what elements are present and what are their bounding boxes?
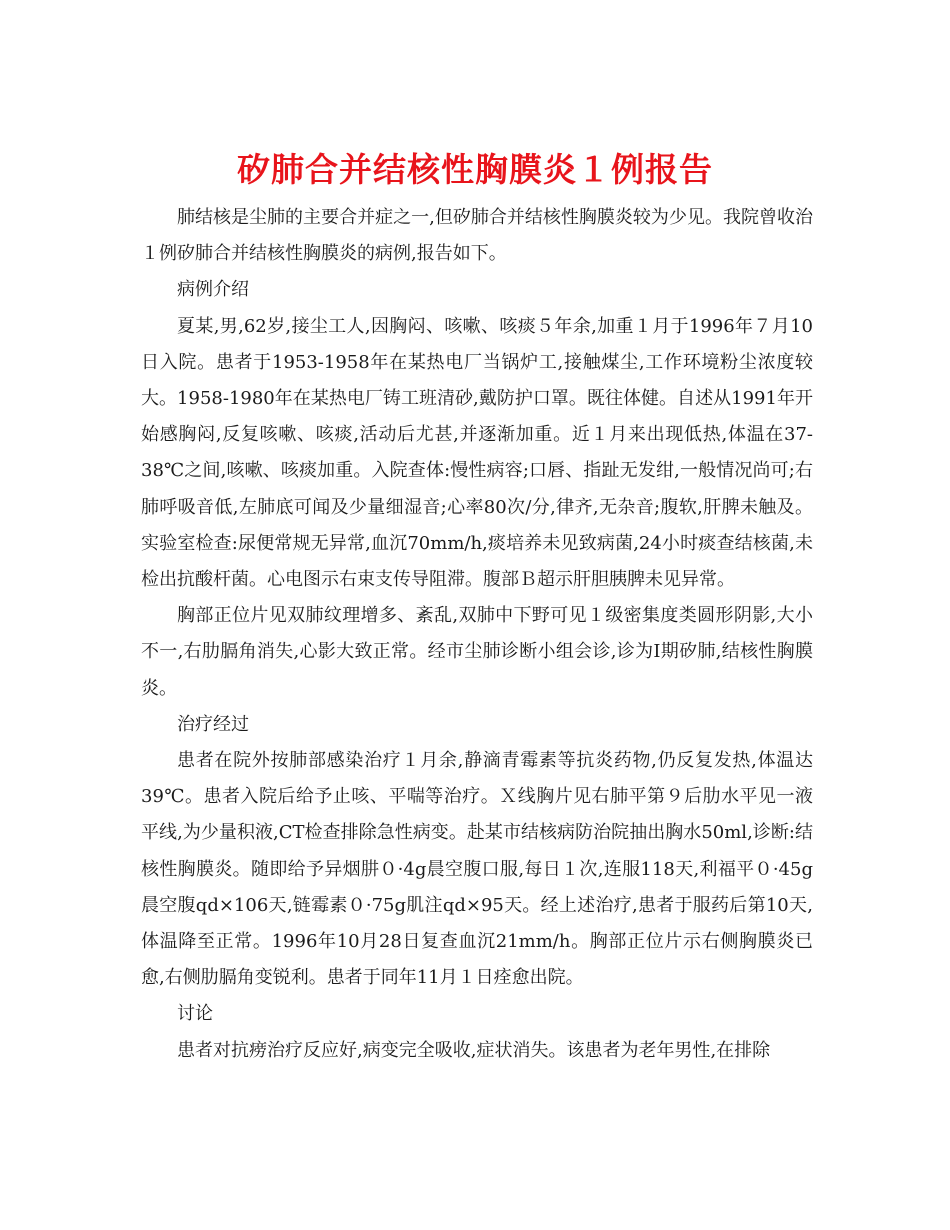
section-heading-treatment: 治疗经过 — [177, 713, 249, 735]
paragraph-discussion: 患者对抗痨治疗反应好,病变完全吸收,症状消失。该患者为老年男性,在排除 — [177, 1039, 771, 1061]
paragraph-treatment: 患者在院外按肺部感染治疗１月余,静滴青霉素等抗炎药物,仍反复发热,体温达39℃。患者入院后给予止咳、平喘等治疗。Ｘ线胸片见右肺平第９后肋水平见一液平线,为少量积液,CT检查排除急性病变。赴某市结核病防治院抽出胸水50ml,诊断:结核性胸膜炎。随即给予异烟肼０·4g晨空腹口服,每日１次,连服118天,利福平０·45g晨空腹qd×106天,链霉素０·75g肌注qd×95天。经上述治疗,患者于服药后第10天,体温降至正常。1996年10月28日复查血沉21mm/h。胸部正位片示右侧胸膜炎已愈,右侧肋膈角变锐利。患者于同年11月１日痊愈出院。 — [141, 750, 813, 989]
document-title: 矽肺合并结核性胸膜炎１例报告 — [237, 150, 713, 190]
section-heading-discussion: 讨论 — [177, 1003, 213, 1025]
section-heading-case: 病例介绍 — [177, 279, 249, 301]
paragraph-intro: 肺结核是尘肺的主要合并症之一,但矽肺合并结核性胸膜炎较为少见。我院曾收治１例矽肺合并结核性胸膜炎的病例,报告如下。 — [141, 207, 813, 265]
paragraph-chest-xray: 胸部正位片见双肺纹理增多、紊乱,双肺中下野可见１级密集度类圆形阴影,大小不一,右肋膈角消失,心影大致正常。经市尘肺诊断小组会诊,诊为Ⅰ期矽肺,结核性胸膜炎。 — [141, 605, 813, 699]
document-body — [141, 200, 813, 1069]
paragraph-case-history: 夏某,男,62岁,接尘工人,因胸闷、咳嗽、咳痰５年余,加重１月于1996年７月10日入院。患者于1953-1958年在某热电厂当锅炉工,接触煤尘,工作环境粉尘浓度较大。1958-1980年在某热电厂铸工班清砂,戴防护口罩。既往体健。自述从1991年开始感胸闷,反复咳嗽、咳痰,活动后尤甚,并逐渐加重。近１月来出现低热,体温在37-38℃之间,咳嗽、咳痰加重。入院查体:慢性病容;口唇、指趾无发绀,一般情况尚可;右肺呼吸音低,左肺底可闻及少量细湿音;心率80次/分,律齐,无杂音;腹软,肝脾未触及。实验室检查:尿便常规无异常,血沉70mm/h,痰培养未见致病菌,24小时痰查结核菌,未检出抗酸杆菌。心电图示右束支传导阻滞。腹部Ｂ超示肝胆胰脾未见异常。 — [141, 315, 813, 591]
